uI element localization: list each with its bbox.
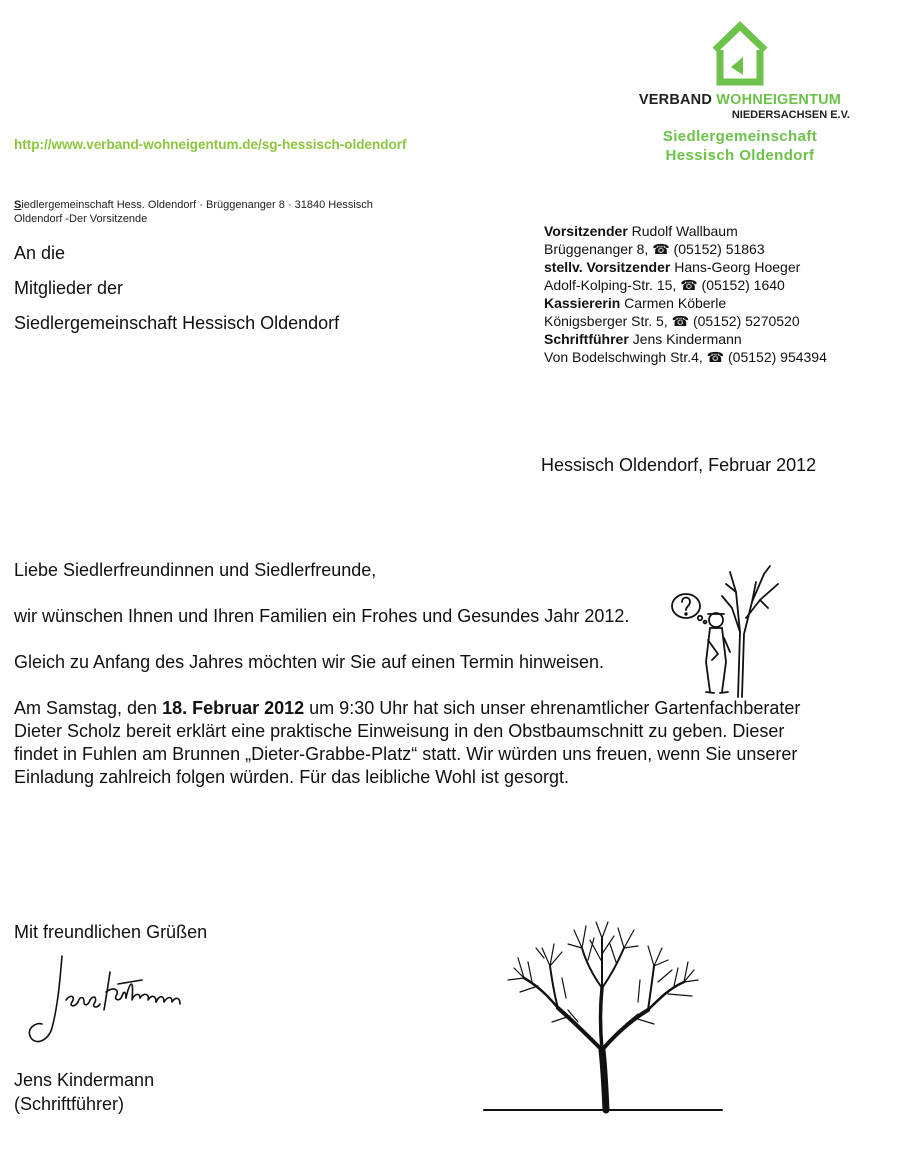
- board-member: [544, 294, 827, 312]
- board-name: Carmen Köberle: [624, 295, 727, 311]
- sender-line: [14, 198, 424, 226]
- board-address: Königsberger Str. 5,: [544, 313, 668, 329]
- phone-icon: ☎: [671, 313, 690, 329]
- board-phone: (05152) 51863: [673, 241, 765, 257]
- board-address: Adolf-Kolping-Str. 15,: [544, 277, 677, 293]
- board-phone: (05152) 954394: [728, 349, 827, 365]
- sender-first-letter: S: [14, 199, 22, 211]
- logo-sg-name: [620, 127, 860, 165]
- letter-date: Hessisch Oldendorf, Februar 2012: [541, 455, 817, 475]
- board-contact: [544, 276, 827, 294]
- recipient-line3: Siedlergemeinschaft Hessisch Oldendorf: [14, 313, 340, 333]
- paragraph-3-start: Am Samstag, den: [14, 698, 163, 718]
- paragraph-3-rest: um 9:30 Uhr hat sich unser ehrenamtlicher Gartenfachberater Dieter Scholz bereit erklärt eine praktische Einweisung in den Obstbaumschnitt zu geben. Dieser findet in Fuhlen am Brunnen „Dieter-Grabbe-Platz“ statt. Wir würden uns freuen, wenn Sie unserer Einladung zahlreich folgen würden. Für das leibliche Wohl ist gesorgt.: [14, 698, 801, 787]
- paragraph-3: [14, 697, 814, 789]
- event-date: 18. Februar 2012: [162, 698, 305, 718]
- board-member: [544, 258, 827, 276]
- board-member: [544, 330, 827, 348]
- board-contact: [544, 240, 827, 258]
- board-phone: (05152) 5270520: [692, 313, 800, 329]
- logo-wohneigentum: WOHNEIGENTUM: [716, 92, 842, 108]
- board-name: Rudolf Wallbaum: [631, 223, 738, 239]
- sender-text: iedlergemeinschaft Hess. Oldendorf · Brüggenanger 8 · 31840 Hessisch Oldendorf -Der Vorsitzende: [14, 199, 373, 225]
- board-name: Hans-Georg Hoeger: [674, 259, 801, 275]
- logo-sg-line2: Hessisch Oldendorf: [665, 147, 815, 164]
- man-under-tree-icon: [660, 562, 800, 702]
- logo-region: NIEDERSACHSEN E.V.: [731, 109, 850, 121]
- board-name: Jens Kindermann: [632, 331, 742, 347]
- recipient-address: [14, 236, 339, 341]
- website-url[interactable]: http://www.verband-wohneigentum.de/sg-hessisch-oldendorf: [14, 137, 407, 152]
- board-address: Von Bodelschwingh Str.4,: [544, 349, 703, 365]
- greeting: Liebe Siedlerfreundinnen und Siedlerfreunde,: [14, 560, 377, 580]
- house-logo-icon: [709, 20, 771, 88]
- logo-wordmark: [620, 92, 860, 108]
- signer-block: [14, 1068, 154, 1116]
- board-address: Brüggenanger 8,: [544, 241, 649, 257]
- logo-verband: VERBAND: [638, 92, 713, 108]
- signer-name: Jens Kindermann: [14, 1070, 155, 1090]
- phone-icon: ☎: [706, 349, 725, 365]
- signer-title: (Schriftführer): [14, 1094, 125, 1114]
- closing: Mit freundlichen Grüßen: [14, 922, 208, 942]
- board-member: [544, 222, 827, 240]
- board-members: [544, 222, 827, 366]
- board-contact: [544, 312, 827, 330]
- board-role: stellv. Vorsitzender: [544, 259, 671, 275]
- board-role: Schriftführer: [544, 331, 629, 347]
- logo-sg-line1: Siedlergemeinschaft: [662, 128, 818, 145]
- board-contact: [544, 348, 827, 366]
- board-role: Kassiererin: [544, 295, 621, 311]
- board-phone: (05152) 1640: [701, 277, 785, 293]
- phone-icon: ☎: [652, 241, 670, 257]
- recipient-line2: Mitglieder der: [14, 278, 124, 298]
- association-logo: [620, 20, 860, 165]
- signature-icon: [22, 950, 192, 1050]
- paragraph-1: wir wünschen Ihnen und Ihren Familien ein Frohes und Gesundes Jahr 2012.: [14, 606, 630, 626]
- letter-body: [14, 559, 801, 812]
- recipient-line1: An die: [14, 243, 66, 263]
- pruned-fruit-tree-icon: [478, 918, 728, 1118]
- phone-icon: ☎: [680, 277, 698, 293]
- paragraph-2: Gleich zu Anfang des Jahres möchten wir Sie auf einen Termin hinweisen.: [14, 652, 604, 672]
- board-role: Vorsitzender: [544, 223, 628, 239]
